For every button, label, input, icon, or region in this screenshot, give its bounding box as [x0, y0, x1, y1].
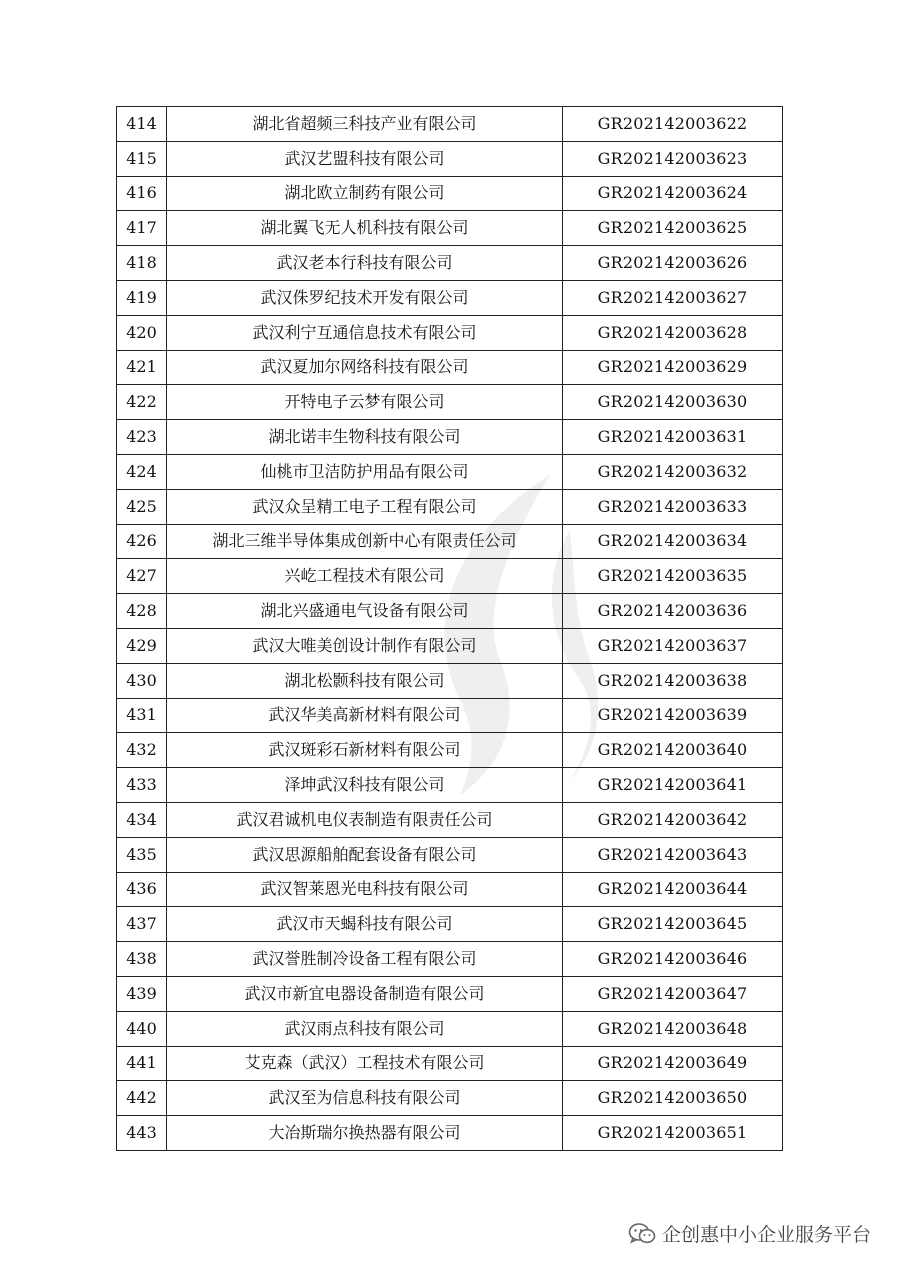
table-row — [117, 1011, 783, 1046]
row-number: 424 — [117, 454, 167, 489]
table-row — [117, 594, 783, 629]
table-row — [117, 107, 783, 142]
company-name: 艾克森（武汉）工程技术有限公司 — [167, 1046, 563, 1081]
row-number: 436 — [117, 872, 167, 907]
row-number: 437 — [117, 907, 167, 942]
row-number: 426 — [117, 524, 167, 559]
table-row — [117, 420, 783, 455]
company-name: 武汉思源船舶配套设备有限公司 — [167, 837, 563, 872]
certificate-number: GR202142003628 — [563, 315, 783, 350]
company-name: 武汉众呈精工电子工程有限公司 — [167, 489, 563, 524]
certificate-number: GR202142003641 — [563, 768, 783, 803]
company-name: 武汉艺盟科技有限公司 — [167, 141, 563, 176]
row-number: 441 — [117, 1046, 167, 1081]
source-footer — [628, 1220, 871, 1247]
company-name: 湖北诺丰生物科技有限公司 — [167, 420, 563, 455]
row-number: 432 — [117, 733, 167, 768]
certificate-number: GR202142003622 — [563, 107, 783, 142]
table-row — [117, 872, 783, 907]
table-row — [117, 663, 783, 698]
certificate-number: GR202142003634 — [563, 524, 783, 559]
company-name: 大冶斯瑞尔换热器有限公司 — [167, 1116, 563, 1151]
table-row — [117, 489, 783, 524]
company-name: 武汉雨点科技有限公司 — [167, 1011, 563, 1046]
certificate-number: GR202142003646 — [563, 942, 783, 977]
company-name: 武汉誉胜制冷设备工程有限公司 — [167, 942, 563, 977]
table-row — [117, 315, 783, 350]
certificate-number: GR202142003649 — [563, 1046, 783, 1081]
certificate-number: GR202142003632 — [563, 454, 783, 489]
table-row — [117, 1116, 783, 1151]
row-number: 439 — [117, 976, 167, 1011]
row-number: 434 — [117, 802, 167, 837]
certificate-number: GR202142003639 — [563, 698, 783, 733]
table-row — [117, 454, 783, 489]
row-number: 433 — [117, 768, 167, 803]
table-row — [117, 524, 783, 559]
row-number: 427 — [117, 559, 167, 594]
row-number: 425 — [117, 489, 167, 524]
certificate-table-body — [117, 107, 783, 1151]
certificate-number: GR202142003650 — [563, 1081, 783, 1116]
certificate-number: GR202142003651 — [563, 1116, 783, 1151]
company-name: 武汉斑彩石新材料有限公司 — [167, 733, 563, 768]
table-row — [117, 280, 783, 315]
table-row — [117, 385, 783, 420]
company-name: 兴屹工程技术有限公司 — [167, 559, 563, 594]
table-row — [117, 733, 783, 768]
row-number: 435 — [117, 837, 167, 872]
certificate-number: GR202142003643 — [563, 837, 783, 872]
certificate-number: GR202142003640 — [563, 733, 783, 768]
table-row — [117, 141, 783, 176]
row-number: 414 — [117, 107, 167, 142]
certificate-number: GR202142003636 — [563, 594, 783, 629]
company-name: 湖北兴盛通电气设备有限公司 — [167, 594, 563, 629]
table-row — [117, 768, 783, 803]
row-number: 428 — [117, 594, 167, 629]
row-number: 420 — [117, 315, 167, 350]
table-row — [117, 176, 783, 211]
row-number: 419 — [117, 280, 167, 315]
certificate-number: GR202142003629 — [563, 350, 783, 385]
certificate-number: GR202142003645 — [563, 907, 783, 942]
company-name: 武汉侏罗纪技术开发有限公司 — [167, 280, 563, 315]
table-row — [117, 1081, 783, 1116]
company-name: 仙桃市卫洁防护用品有限公司 — [167, 454, 563, 489]
certificate-number: GR202142003638 — [563, 663, 783, 698]
table-row — [117, 942, 783, 977]
table-row — [117, 976, 783, 1011]
company-name: 武汉华美高新材料有限公司 — [167, 698, 563, 733]
company-name: 泽坤武汉科技有限公司 — [167, 768, 563, 803]
certificate-number: GR202142003625 — [563, 211, 783, 246]
table-row — [117, 246, 783, 281]
company-name: 湖北欧立制药有限公司 — [167, 176, 563, 211]
company-name: 湖北三维半导体集成创新中心有限责任公司 — [167, 524, 563, 559]
certificate-number: GR202142003624 — [563, 176, 783, 211]
company-name: 武汉大唯美创设计制作有限公司 — [167, 628, 563, 663]
table-row — [117, 837, 783, 872]
row-number: 417 — [117, 211, 167, 246]
table-row — [117, 211, 783, 246]
company-name: 开特电子云梦有限公司 — [167, 385, 563, 420]
row-number: 415 — [117, 141, 167, 176]
row-number: 438 — [117, 942, 167, 977]
certificate-number: GR202142003630 — [563, 385, 783, 420]
certificate-number: GR202142003642 — [563, 802, 783, 837]
row-number: 416 — [117, 176, 167, 211]
wechat-icon — [628, 1222, 656, 1246]
table-row — [117, 698, 783, 733]
table-row — [117, 628, 783, 663]
table-row — [117, 907, 783, 942]
company-name: 武汉智莱恩光电科技有限公司 — [167, 872, 563, 907]
company-name: 湖北松颢科技有限公司 — [167, 663, 563, 698]
company-name: 武汉市新宜电器设备制造有限公司 — [167, 976, 563, 1011]
company-name: 武汉夏加尔网络科技有限公司 — [167, 350, 563, 385]
certificate-table — [116, 106, 783, 1151]
row-number: 423 — [117, 420, 167, 455]
row-number: 442 — [117, 1081, 167, 1116]
certificate-number: GR202142003633 — [563, 489, 783, 524]
certificate-number: GR202142003627 — [563, 280, 783, 315]
company-name: 武汉至为信息科技有限公司 — [167, 1081, 563, 1116]
table-row — [117, 1046, 783, 1081]
certificate-number: GR202142003644 — [563, 872, 783, 907]
company-name: 武汉利宁互通信息技术有限公司 — [167, 315, 563, 350]
company-name: 武汉老本行科技有限公司 — [167, 246, 563, 281]
table-row — [117, 350, 783, 385]
row-number: 440 — [117, 1011, 167, 1046]
table-row — [117, 802, 783, 837]
company-name: 武汉君诚机电仪表制造有限责任公司 — [167, 802, 563, 837]
company-name: 湖北省超频三科技产业有限公司 — [167, 107, 563, 142]
certificate-number: GR202142003637 — [563, 628, 783, 663]
row-number: 418 — [117, 246, 167, 281]
certificate-number: GR202142003626 — [563, 246, 783, 281]
row-number: 422 — [117, 385, 167, 420]
row-number: 430 — [117, 663, 167, 698]
row-number: 429 — [117, 628, 167, 663]
certificate-number: GR202142003647 — [563, 976, 783, 1011]
certificate-number: GR202142003623 — [563, 141, 783, 176]
row-number: 431 — [117, 698, 167, 733]
company-name: 湖北翼飞无人机科技有限公司 — [167, 211, 563, 246]
table-row — [117, 559, 783, 594]
row-number: 443 — [117, 1116, 167, 1151]
certificate-number: GR202142003648 — [563, 1011, 783, 1046]
company-name: 武汉市天蝎科技有限公司 — [167, 907, 563, 942]
row-number: 421 — [117, 350, 167, 385]
certificate-number: GR202142003635 — [563, 559, 783, 594]
certificate-number: GR202142003631 — [563, 420, 783, 455]
footer-source-text: 企创惠中小企业服务平台 — [661, 1224, 871, 1246]
